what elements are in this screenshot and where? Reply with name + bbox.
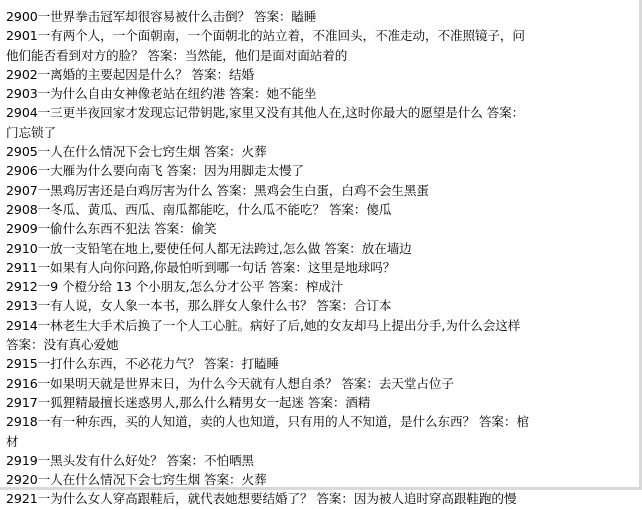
text-line: 2918一有一种东西，买的人知道，卖的人也知道，只有用的人不知道，是什么东西？ 答案：棺 (6, 414, 529, 430)
text-line: 2917一狐狸精最擅长迷惑男人,那么什么精男女一起迷 答案：酒精 (6, 394, 371, 410)
text-line: 2915一打什么东西，不必花力气？ 答案：打瞌睡 (6, 356, 279, 372)
text-line: 2900一世界拳击冠军却很容易被什么击倒？ 答案：瞌睡 (6, 9, 317, 24)
text-line: 门忘锁了 (6, 124, 56, 140)
text-line: 2914一林老生大手术后换了一个人工心脏。病好了后,她的女友却马上提出分手,为什么会这样 (6, 317, 521, 333)
text-line: 2904一三更半夜回家才发现忘记带钥匙,家里又没有其他人在,这时你最大的愿望是什么 答案： (6, 105, 525, 121)
text-line: 答案：没有真心爱她 (6, 337, 119, 353)
text-line: 材 (6, 433, 19, 449)
text-line: 2912一9 个橙分给 13 个小朋友,怎么分才公平 答案：榨成汁 (6, 279, 344, 295)
text-line: 2916一如果明天就是世界末日，为什么今天就有人想自杀？ 答案：去天堂占位子 (6, 375, 454, 391)
text-line: 2921一为什么女人穿高跟鞋后，就代表她想要结婚了？ 答案：因为被人追时穿高跟鞋跑的慢 (6, 491, 517, 507)
text-line: 2908一冬瓜、黄瓜、西瓜、南瓜都能吃，什么瓜不能吃？ 答案：傻瓜 (6, 201, 392, 217)
page-bottom-border (0, 487, 642, 490)
text-line: 2902一离婚的主要起因是什么？ 答案：结婚 (6, 66, 254, 82)
text-line: 2909一偷什么东西不犯法 答案：偷笑 (6, 221, 217, 237)
text-line: 2913一有人说，女人象一本书，那么胖女人象什么书？ 答案：合订本 (6, 298, 392, 314)
text-line: 2905一人在什么情况下会七窍生烟 答案：火葬 (6, 144, 267, 160)
text-line: 2903一为什么自由女神像老站在纽约港 答案：她不能坐 (6, 86, 317, 102)
text-line: 2920一人在什么情况下会七窍生烟 答案：火葬 (6, 472, 267, 488)
text-line: 2911一如果有人向你问路,你最怕听到哪一句话 答案：这里是地球吗？ (6, 259, 396, 275)
text-line: 他们能否看到对方的脸？ 答案：当然能，他们是面对面站着的 (6, 47, 348, 63)
text-line: 2907一黑鸡厉害还是白鸡厉害为什么 答案：黑鸡会生白蛋，白鸡不会生黑蛋 (6, 182, 429, 198)
text-line: 2901一有两个人，一个面朝南，一个面朝北的站立着，不准回头，不准走动，不准照镜子，问 (6, 28, 525, 44)
text-line: 2906一大雁为什么要向南飞 答案：因为用脚走太慢了 (6, 163, 304, 179)
text-line: 2919一黑头发有什么好处？ 答案：不怕晒黑 (6, 452, 254, 468)
text-line: 2910一放一支铅笔在地上,要使任何人都无法跨过,怎么做 答案：放在墙边 (6, 240, 412, 256)
